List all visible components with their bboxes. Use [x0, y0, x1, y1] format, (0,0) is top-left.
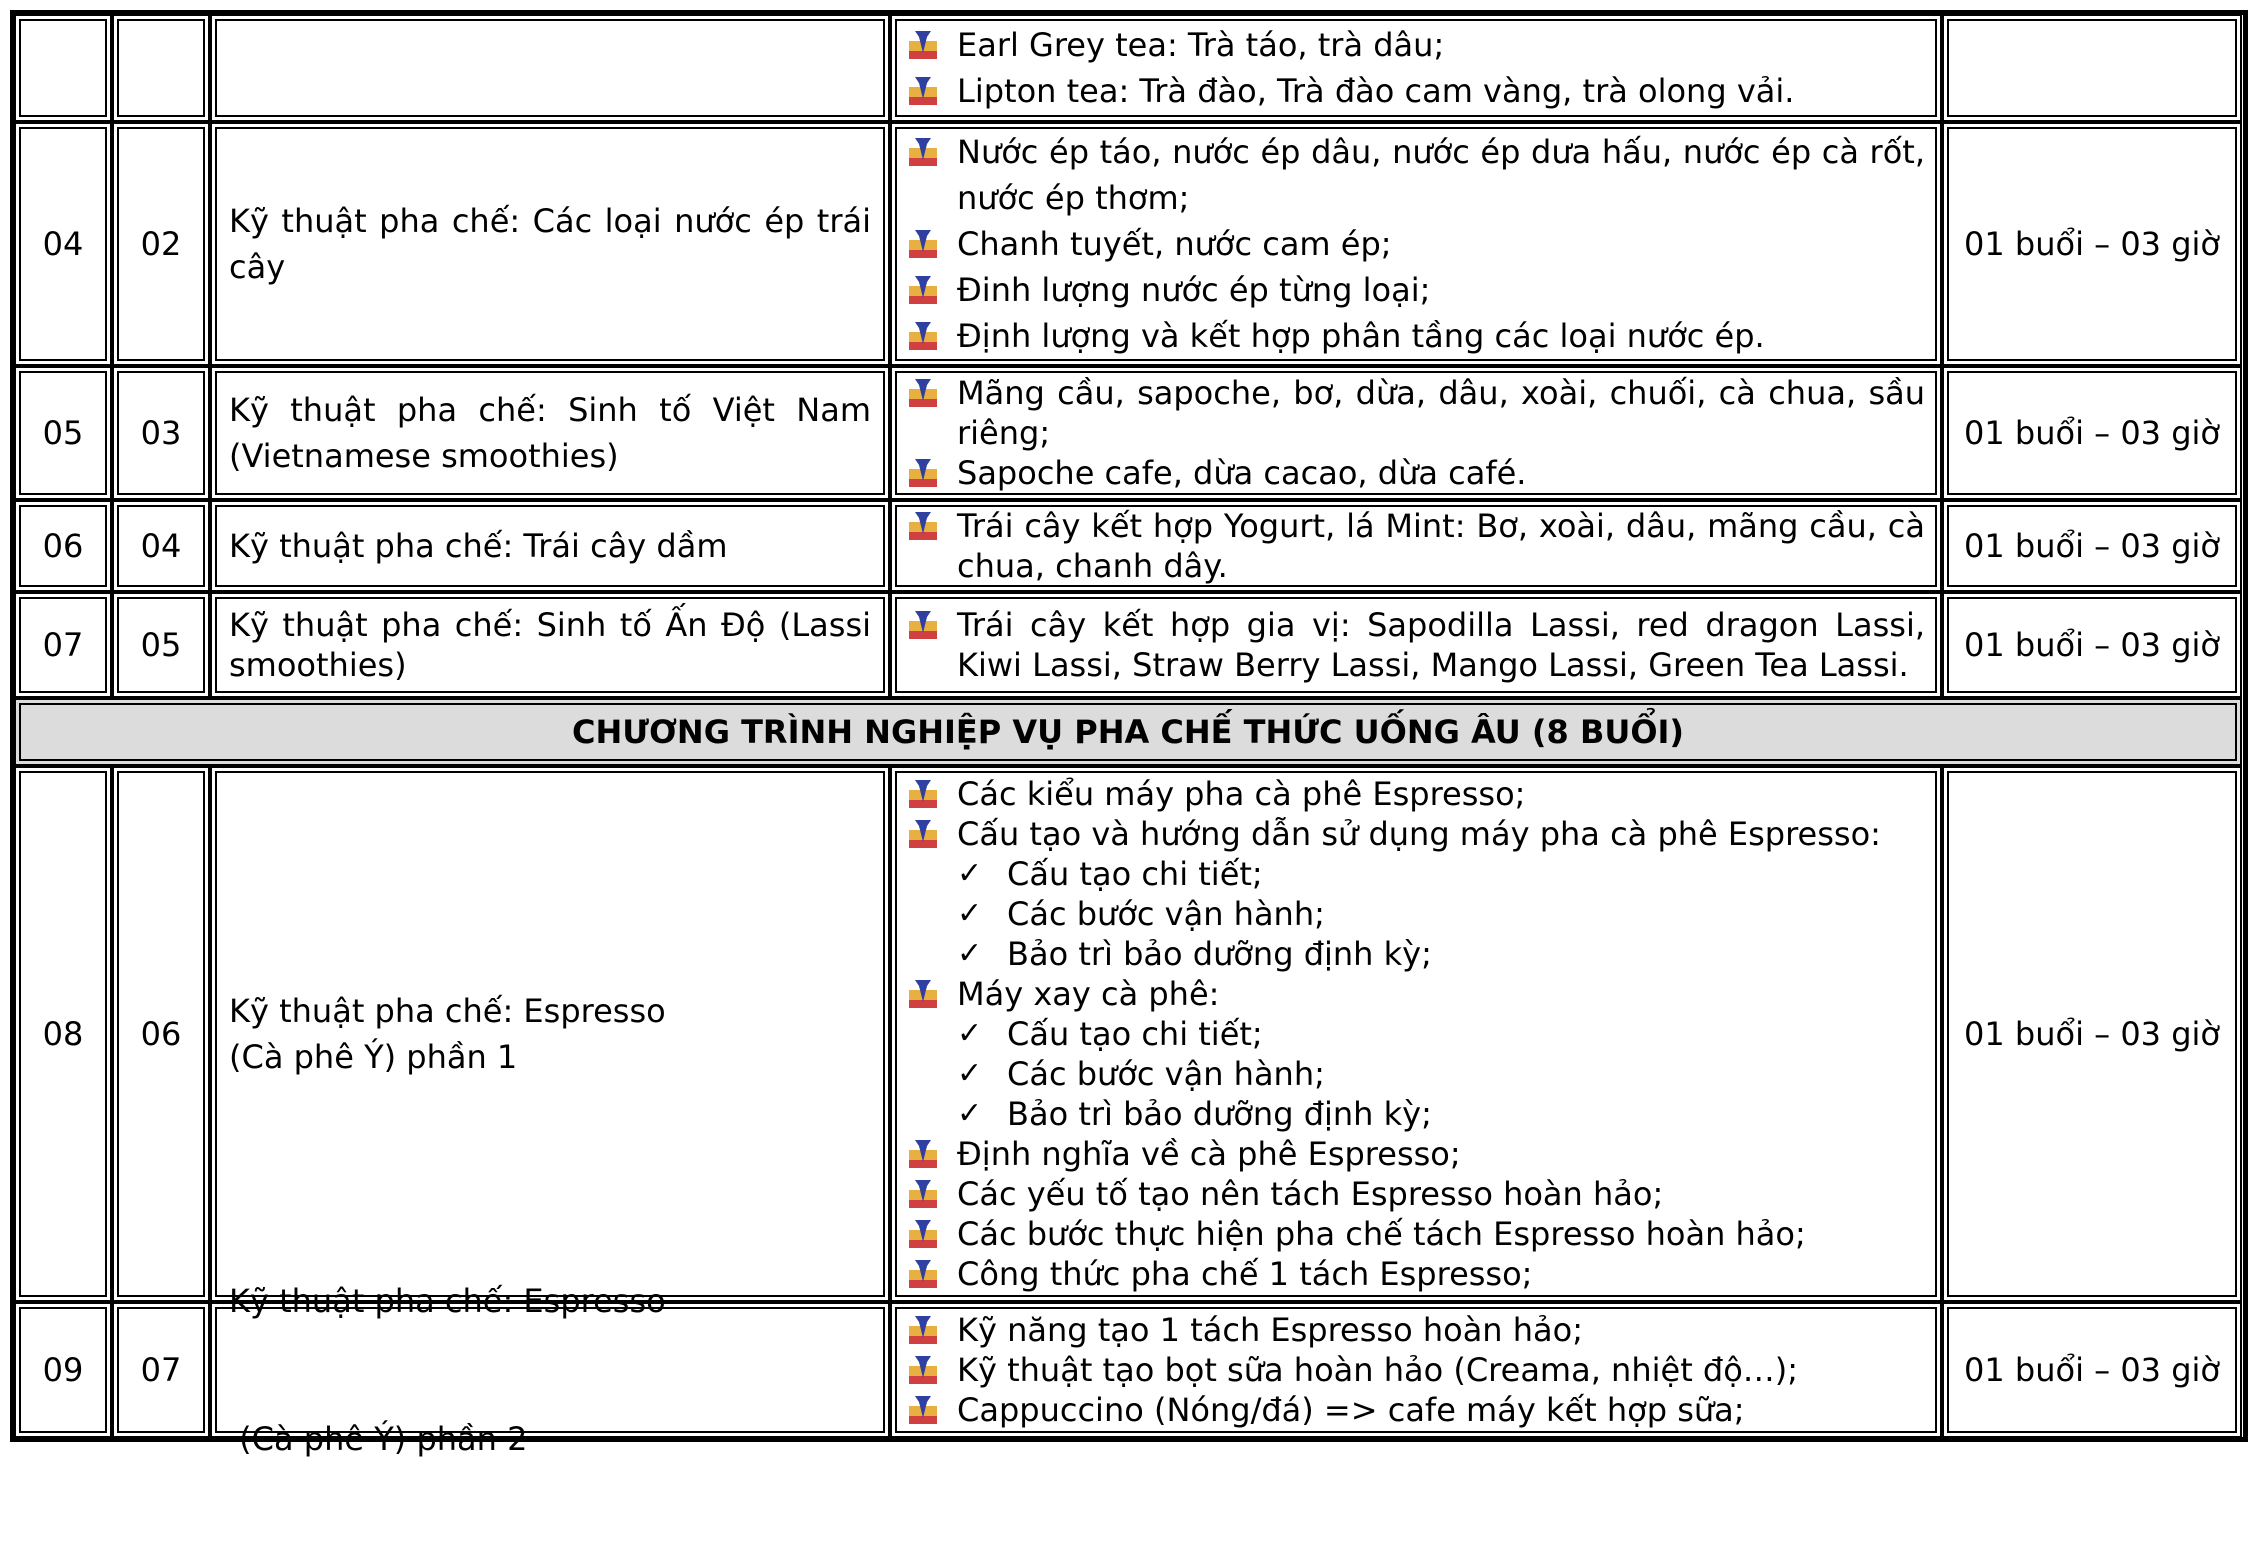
list-item: Cappuccino (Nóng/đá) => cafe máy kết hợp sữa; — [903, 1390, 1925, 1430]
arrow-bullet-icon — [909, 512, 937, 540]
row3-col-stt: 06 — [14, 500, 112, 592]
arrow-bullet-icon — [909, 276, 937, 304]
row1-col-num: 02 — [112, 122, 210, 366]
list-item: Lipton tea: Trà đào, Trà đào cam vàng, trà olong vải. — [903, 68, 1925, 114]
arrow-bullet-icon — [909, 1140, 937, 1168]
row2-col-num: 03 — [112, 366, 210, 500]
sub-list-item: ✓ Bảo trì bảo dưỡng định kỳ; — [957, 935, 1432, 973]
sub-list-item: ✓ Cấu tạo chi tiết; — [957, 855, 1263, 893]
arrow-bullet-icon — [909, 379, 937, 407]
arrow-bullet-icon — [909, 611, 937, 639]
list-item: Chanh tuyết, nước cam ép; — [903, 221, 1925, 267]
arrow-bullet-icon — [909, 138, 937, 166]
list-item: Trái cây kết hợp gia vị: Sapodilla Lassi, red dragon Lassi, Kiwi Lassi, Straw Berry Lassi, Mango Lassi, Green Tea Lassi. — [903, 605, 1925, 685]
checkmark-icon: ✓ — [957, 856, 983, 891]
row4-col-stt: 07 — [14, 592, 112, 698]
row2-content — [890, 366, 1942, 500]
row1-content — [890, 122, 1942, 366]
list-item: Đinh lượng nước ép từng loại; — [903, 267, 1925, 313]
arrow-bullet-icon — [909, 1260, 937, 1288]
arrow-bullet-icon — [909, 1180, 937, 1208]
arrow-bullet-icon — [909, 780, 937, 808]
row2-duration: 01 buổi – 03 giờ — [1942, 366, 2242, 500]
row1-col-stt: 04 — [14, 122, 112, 366]
sub-list-item: ✓ Bảo trì bảo dưỡng định kỳ; — [957, 1095, 1432, 1133]
checkmark-icon: ✓ — [957, 1096, 983, 1131]
row0-content — [890, 14, 1942, 122]
list-item: Các bước thực hiện pha chế tách Espresso hoàn hảo; — [903, 1214, 1925, 1254]
arrow-bullet-icon — [909, 1316, 937, 1344]
list-item: Earl Grey tea: Trà táo, trà dâu; — [903, 22, 1925, 68]
arrow-bullet-icon — [909, 820, 937, 848]
checkmark-icon: ✓ — [957, 936, 983, 971]
row3-content — [890, 500, 1942, 592]
row4-col-num: 05 — [112, 592, 210, 698]
title-line: (Cà phê Ý) phần 1 — [229, 1038, 518, 1076]
checkmark-icon: ✓ — [957, 896, 983, 931]
row2-col-stt: 05 — [14, 366, 112, 500]
row1-title: Kỹ thuật pha chế: Các loại nước ép trái cây — [210, 122, 890, 366]
row5-col-stt: 08 — [14, 766, 112, 1302]
row5-content — [890, 766, 1942, 1302]
list-item: Cấu tạo và hướng dẫn sử dụng máy pha cà phê Espresso: — [903, 814, 1925, 854]
row0-title — [210, 14, 890, 122]
row6-col-num: 07 — [112, 1302, 210, 1438]
sub-list-item: ✓ Cấu tạo chi tiết; — [957, 1015, 1263, 1053]
checkmark-icon: ✓ — [957, 1056, 983, 1091]
row3-col-num: 04 — [112, 500, 210, 592]
arrow-bullet-icon — [909, 1396, 937, 1424]
row6-content — [890, 1302, 1942, 1438]
arrow-bullet-icon — [909, 77, 937, 105]
list-item: Các yếu tố tạo nên tách Espresso hoàn hảo; — [903, 1174, 1925, 1214]
row1-duration: 01 buổi – 03 giờ — [1942, 122, 2242, 366]
arrow-bullet-icon — [909, 230, 937, 258]
row4-title: Kỹ thuật pha chế: Sinh tố Ấn Độ (Lassi smoothies) — [210, 592, 890, 698]
row0-duration — [1942, 14, 2242, 122]
arrow-bullet-icon — [909, 322, 937, 350]
row0-col-stt — [14, 14, 112, 122]
list-item: Kỹ thuật tạo bọt sữa hoàn hảo (Creama, nhiệt độ…); — [903, 1350, 1925, 1390]
list-item: Sapoche cafe, dừa cacao, dừa café. — [903, 453, 1925, 493]
arrow-bullet-icon — [909, 31, 937, 59]
arrow-bullet-icon — [909, 1220, 937, 1248]
title-line: Kỹ thuật pha chế: Espresso — [229, 1282, 666, 1320]
list-item: Trái cây kết hợp Yogurt, lá Mint: Bơ, xoài, dâu, mãng cầu, cà chua, chanh dây. — [903, 506, 1925, 586]
row3-duration: 01 buổi – 03 giờ — [1942, 500, 2242, 592]
list-item: Các kiểu máy pha cà phê Espresso; — [903, 774, 1925, 814]
list-item: Công thức pha chế 1 tách Espresso; — [903, 1254, 1925, 1294]
row6-col-stt: 09 — [14, 1302, 112, 1438]
list-item: Máy xay cà phê: — [903, 974, 1925, 1014]
arrow-bullet-icon — [909, 1356, 937, 1384]
row4-duration: 01 buổi – 03 giờ — [1942, 592, 2242, 698]
title-line: (Cà phê Ý) phần 2 — [229, 1420, 528, 1458]
list-item: Nước ép táo, nước ép dâu, nước ép dưa hấu, nước ép cà rốt, nước ép thơm; — [903, 129, 1925, 221]
list-item: Kỹ năng tạo 1 tách Espresso hoàn hảo; — [903, 1310, 1925, 1350]
list-item: Mãng cầu, sapoche, bơ, dừa, dâu, xoài, chuối, cà chua, sầu riêng; — [903, 373, 1925, 453]
list-item: Định lượng và kết hợp phân tầng các loại nước ép. — [903, 313, 1925, 359]
row2-title: Kỹ thuật pha chế: Sinh tố Việt Nam (Vietnamese smoothies) — [210, 366, 890, 500]
section-header: CHƯƠNG TRÌNH NGHIỆP VỤ PHA CHẾ THỨC UỐNG ÂU (8 BUỔI) — [14, 698, 2242, 766]
row5-duration: 01 buổi – 03 giờ — [1942, 766, 2242, 1302]
title-line: Kỹ thuật pha chế: Espresso — [229, 992, 666, 1030]
row6-title — [210, 1282, 890, 1458]
row4-content — [890, 592, 1942, 698]
row5-col-num: 06 — [112, 766, 210, 1302]
list-item: Định nghĩa về cà phê Espresso; — [903, 1134, 1925, 1174]
sub-list-item: ✓ Các bước vận hành; — [957, 895, 1325, 933]
row6-duration: 01 buổi – 03 giờ — [1942, 1302, 2242, 1438]
checkmark-icon: ✓ — [957, 1016, 983, 1051]
arrow-bullet-icon — [909, 459, 937, 487]
arrow-bullet-icon — [909, 980, 937, 1008]
row3-title: Kỹ thuật pha chế: Trái cây dầm — [210, 500, 890, 592]
sub-list-item: ✓ Các bước vận hành; — [957, 1055, 1325, 1093]
row0-col-num — [112, 14, 210, 122]
